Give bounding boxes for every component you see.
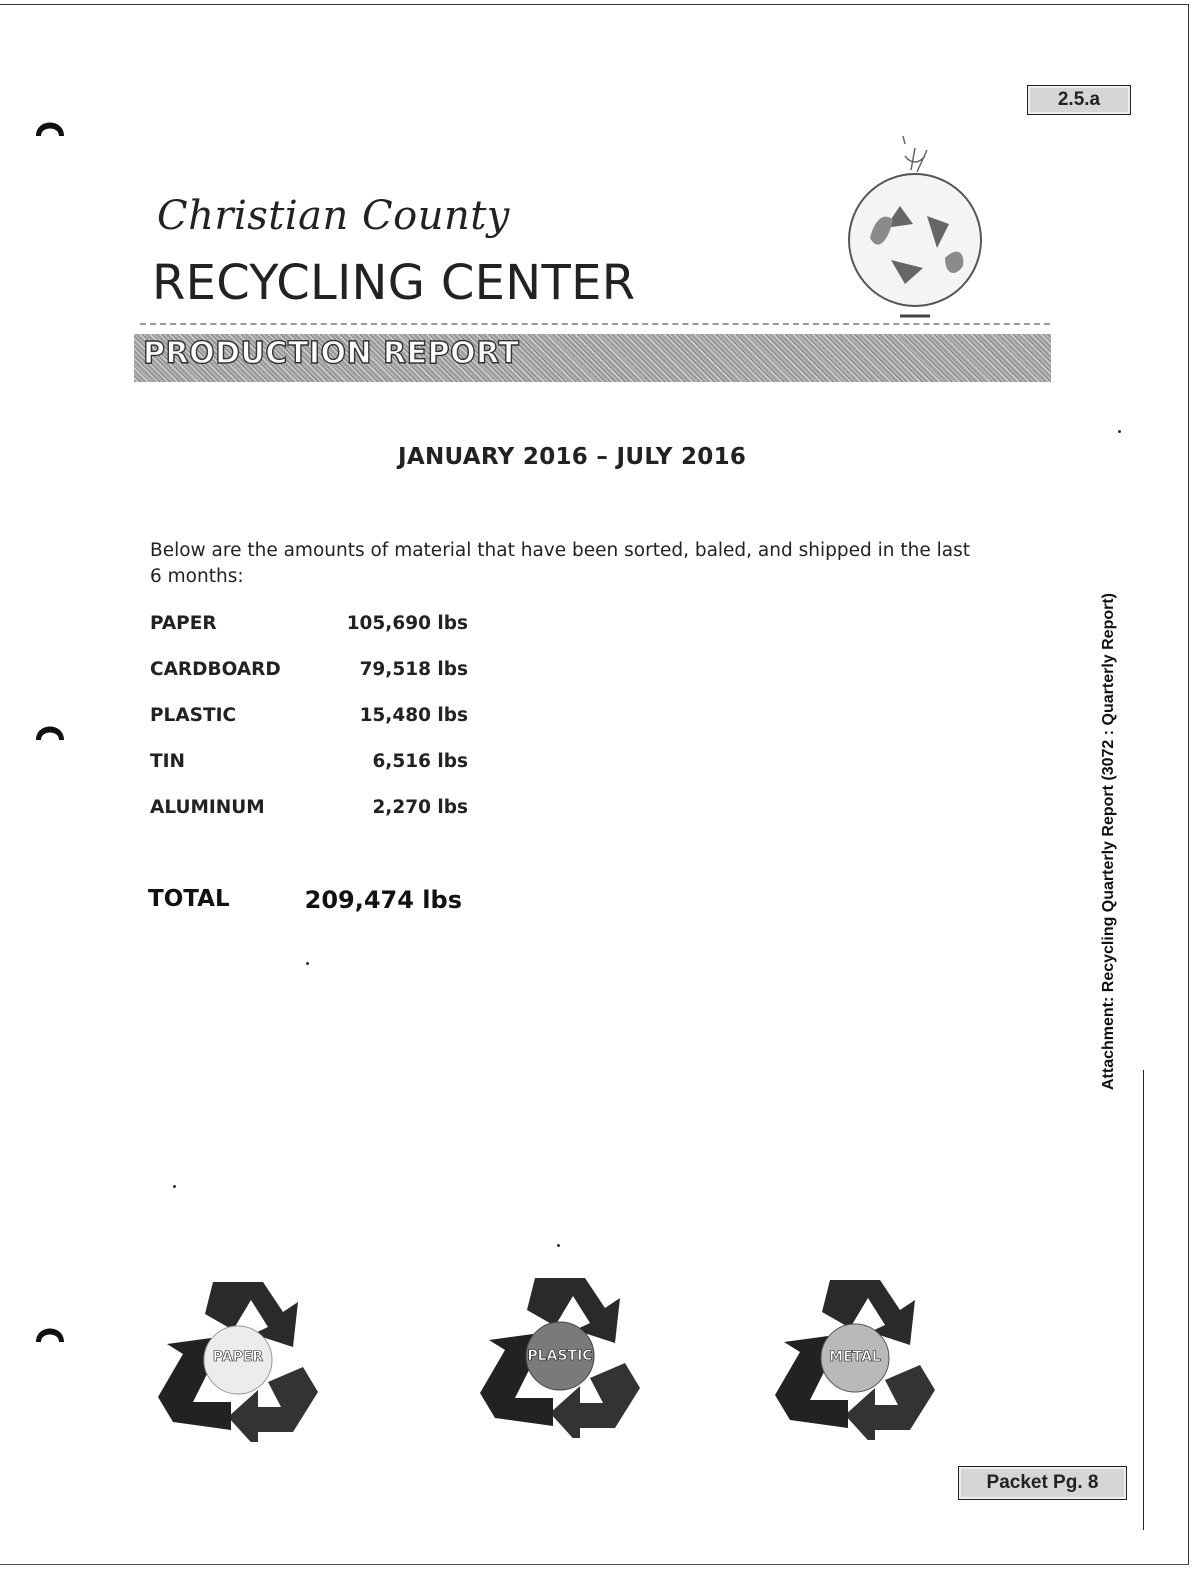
material-value: 15,480 lbs — [359, 705, 468, 726]
recycle-paper-label: PAPER — [212, 1349, 264, 1365]
recycle-metal-label: METAL — [829, 1349, 881, 1365]
attachment-note: Attachment: Recycling Quarterly Report (3072 : Quarterly Report) — [1100, 592, 1117, 1090]
material-label: ALUMINUM — [150, 797, 265, 818]
page-tag-top: 2.5.a — [1027, 85, 1131, 115]
report-period: JANUARY 2016 – JULY 2016 — [398, 444, 747, 470]
binder-hole-icon — [33, 1312, 67, 1346]
scan-speck — [557, 1244, 560, 1247]
county-name: Christian County — [157, 193, 510, 239]
material-label: CARDBOARD — [150, 659, 281, 680]
material-value: 2,270 lbs — [372, 797, 468, 818]
page-border-bottom — [0, 1564, 1189, 1565]
page-border-right — [1188, 4, 1189, 1564]
material-label: PAPER — [150, 613, 217, 634]
header-divider — [140, 323, 1050, 325]
recycle-plastic-label: PLASTIC — [527, 1348, 593, 1364]
scan-speck — [306, 962, 309, 965]
material-value: 79,518 lbs — [359, 659, 468, 680]
material-value: 105,690 lbs — [346, 613, 468, 634]
scan-speck — [1118, 430, 1121, 433]
margin-rule — [1143, 1070, 1144, 1530]
page-border-top — [0, 4, 1188, 5]
page-tag-bottom: Packet Pg. 8 — [958, 1466, 1127, 1500]
material-label: TIN — [150, 751, 185, 772]
recycling-globe-logo-icon — [845, 128, 985, 323]
intro-text: Below are the amounts of material that have been sorted, baled, and shipped in the last 6 months: — [150, 540, 970, 587]
material-label: PLASTIC — [150, 705, 237, 726]
binder-hole-icon — [33, 106, 67, 140]
binder-hole-icon — [33, 710, 67, 744]
total-label: TOTAL — [148, 886, 230, 912]
material-value: 6,516 lbs — [372, 751, 468, 772]
banner-title: PRODUCTION REPORT — [143, 336, 520, 371]
scan-speck — [173, 1185, 176, 1188]
total-value: 209,474 lbs — [304, 886, 462, 914]
center-title: RECYCLING CENTER — [152, 255, 636, 311]
